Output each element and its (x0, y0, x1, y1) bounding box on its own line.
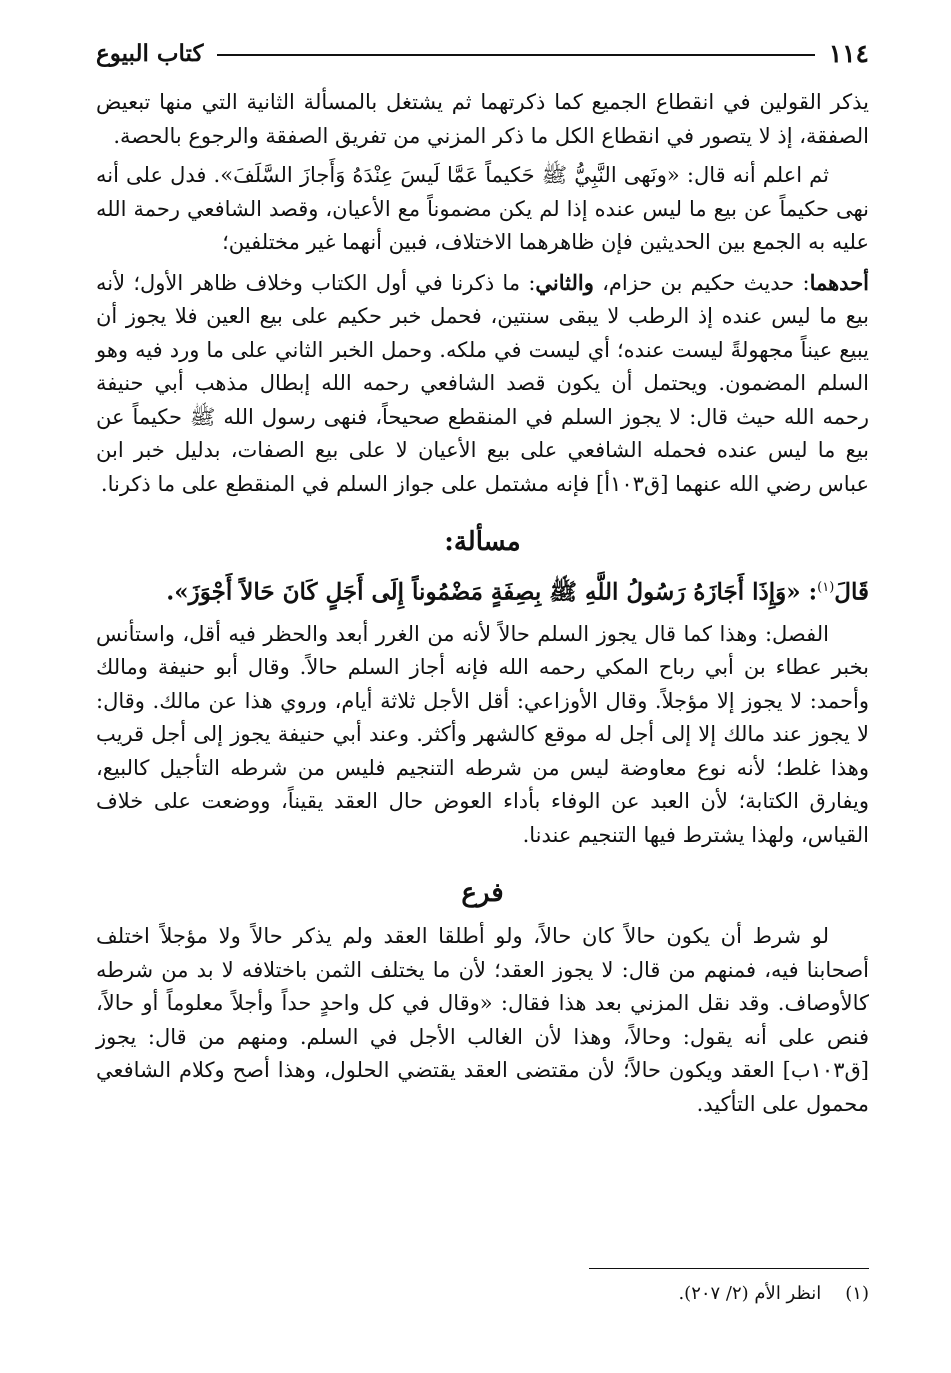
quote-prefix: قَالَ (834, 578, 869, 606)
far-body: لو شرط أن يكون حالاً كان حالاً، ولو أطلقا العقد ولم يذكر حالاً ولا مؤجلاً اختلف أصحابنا فيه، فمنهم من قال: لا يجوز العقد؛ لأن ما يختلف الثمن باختلافه لا بد من شرطه كالأوصاف. وقد نقل المزني بعد هذا فقال: «وقال في كل واحدٍ حداً وأجلاً معلوماً أو حالاً، فنص على أنه يقول: وحالاً، وهذا لأن الغالب الأجل في السلم. ومنهم من قال: يجوز [ق١٠٣ب] العقد ويكون حالاً؛ لأن مقتضى العقد يقتضي الحلول، وهذا أصح وكلام الشافعي محمول على التأكيد. (96, 924, 869, 1116)
footnote-1 (96, 1283, 869, 1304)
page-header (96, 34, 869, 72)
quote-text: : «وَإِذَا أَجَازَهُ رَسُولُ اللَّهِ ﷺ بِصِفَةٍ مَضْمُوناً إِلَى أَجَلٍ كَانَ حَالاً أَجْوَزَ». (166, 578, 818, 606)
footnote-rule (589, 1268, 869, 1269)
footnote-number: (١) (845, 1283, 869, 1304)
far-heading: فرع (461, 878, 504, 909)
chapter-title: كتاب البيوع (96, 39, 204, 67)
footnote-text: انظر الأم (٢/ ٢٠٧). (678, 1283, 822, 1304)
footnotes (96, 1268, 869, 1304)
paragraph-3-part-a: : حديث حكيم بن حزام، (593, 270, 810, 295)
paragraph-3-part-b: : ما ذكرنا في أول الكتاب وخلاف ظاهر الأول؛ لأنه بيع ما ليس عنده إذ الرطب لا يبقى سنتين، فحمل خبر حكيم على بيع العين فلا يجوز أن يبيع عيناً مجهولةً ليست عنده؛ أي ليست في ملكه. وحمل الخبر الثاني على ما ورد فيه وهو السلم المضمون. ويحتمل أن يكون قصد الشافعي رحمه الله إبطال مذهب أبي حنيفة رحمه الله حيث قال: لا يجوز السلم في المنقطع صحيحاً، فنهى رسول الله ﷺ حكيماً عن بيع ما ليس عنده فحمله الشافعي على بيع الأعيان لا على بيع الصفات، بدليل خبر ابن عباس رضي الله عنهما [ق١٠٣أ] فإنه مشتمل على جواز السلم في المنقطع على ما ذكرنا. (96, 270, 869, 496)
header-rule (217, 54, 814, 56)
masala-quote (96, 569, 869, 612)
masala-heading: مسألة: (444, 527, 521, 557)
paragraph-3 (96, 266, 869, 502)
footnote-reference[interactable]: (١) (817, 580, 835, 595)
paragraph-2: ثم اعلم أنه قال: «ونَهى النَّبِيُّ ﷺ حَكيماً عَمَّا لَيسَ عِنْدَهُ وَأَجازَ السَّلَفَ». فدل على أنه نهى حكيماً عن بيع ما ليس عنده إذا لم يكن مضموناً مع الأعيان، وقصد الشافعي رحمة الله عليه به الجمع بين الحديثين فإن ظاهرهما الاختلاف، فبين أنهما غير مختلفين؛ (96, 163, 869, 254)
masala-body: الفصل: وهذا كما قال يجوز السلم حالاً لأنه من الغرر أبعد والحظر فيه أقل، واستأنس بخبر عطاء بن أبي رباح المكي رحمه الله فإنه أجاز السلم حالاً. وقال أبو حنيفة ومالك وأحمد: لا يجوز إلا مؤجلاً. وقال الأوزاعي: أقل الأجل ثلاثة أيام، وروي هذا عن مالك. وقال: لا يجوز عند مالك إلا إلى أجل له موقع كالشهر وأكثر. وعند أبي حنيفة يجوز إلى أجل قريب وهذا غلط؛ لأنه نوع معاوضة ليس من شرطه التنجيم فليس من شرطه التأجيل كالبيع، ويفارق الكتابة؛ لأن العبد عن الوفاء بأداء العوض حال العقد يقيناً، ووضعت على خلاف القياس، ولهذا يشترط فيها التنجيم عندنا. (96, 621, 869, 847)
paragraph-1: يذكر القولين في انقطاع الجميع كما ذكرتهما ثم يشتغل بالمسألة الثانية التي منها تبعيض الصفقة، إذ لا يتصور في انقطاع الكل ما ذكر المزني من تفريق الصفقة والرجوع بالحصة. (96, 90, 869, 148)
page-number: ١١٤ (828, 38, 869, 68)
lead-first: أحدهما (809, 269, 870, 295)
lead-second: والثاني (535, 269, 594, 295)
